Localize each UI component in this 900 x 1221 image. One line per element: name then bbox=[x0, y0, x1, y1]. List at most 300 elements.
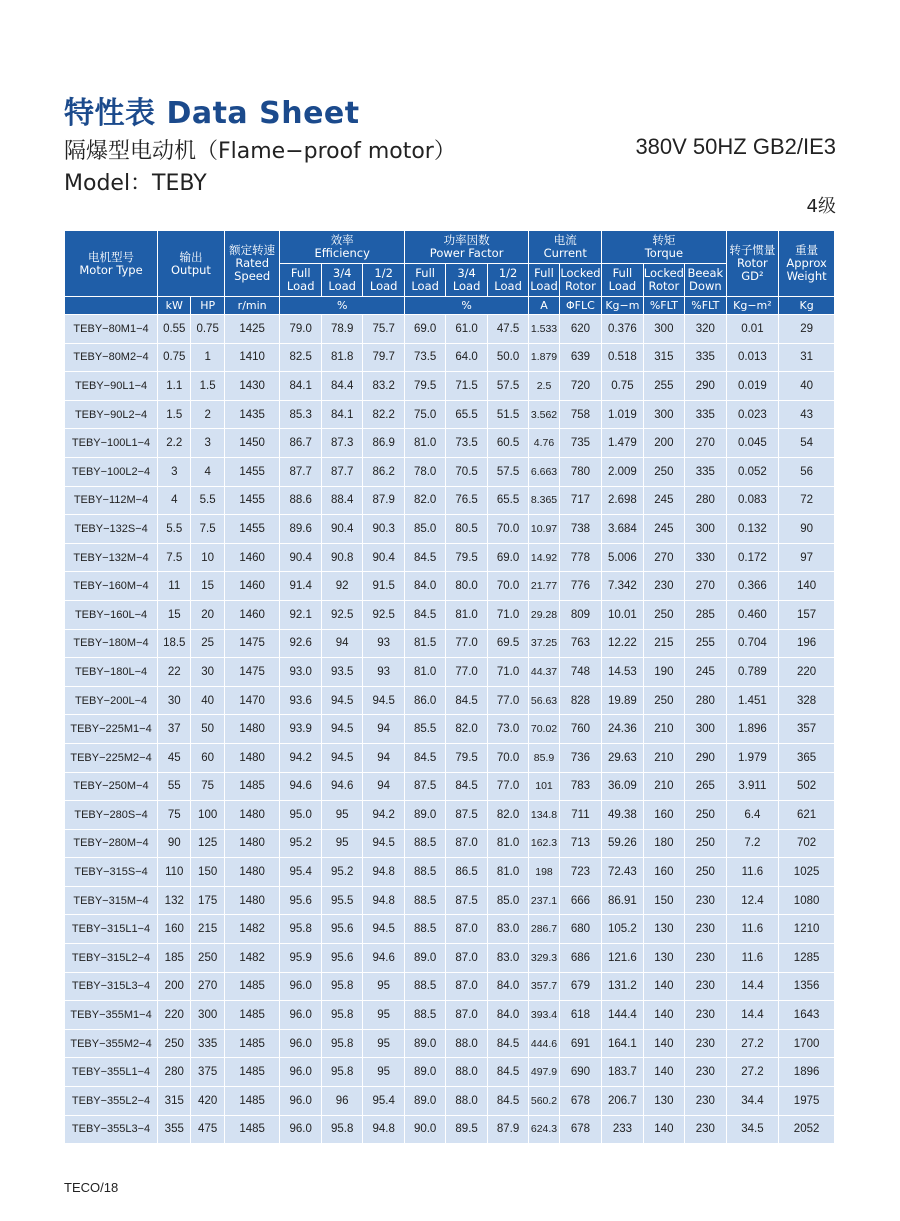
table-cell: 95.8 bbox=[321, 1058, 362, 1087]
table-cell: 81.0 bbox=[487, 829, 528, 858]
motor-type-cell: TEBY−280M−4 bbox=[65, 829, 158, 858]
table-row bbox=[65, 686, 835, 715]
table-cell: 89.0 bbox=[404, 1029, 445, 1058]
table-cell: 1.019 bbox=[602, 400, 643, 429]
table-cell: 81.8 bbox=[321, 343, 362, 372]
table-cell: 93 bbox=[363, 658, 404, 687]
table-cell: 86.5 bbox=[446, 858, 487, 887]
table-cell: 87.0 bbox=[446, 915, 487, 944]
table-cell: 2.5 bbox=[529, 372, 559, 401]
table-cell: 14.53 bbox=[602, 658, 643, 687]
table-cell: 24.36 bbox=[602, 715, 643, 744]
table-cell: 320 bbox=[685, 315, 726, 344]
table-cell: 2 bbox=[191, 400, 224, 429]
table-cell: 84.5 bbox=[404, 543, 445, 572]
table-cell: 4.76 bbox=[529, 429, 559, 458]
table-cell: 300 bbox=[685, 715, 726, 744]
table-cell: 55 bbox=[158, 772, 191, 801]
header-torque-break-down: Beeak Down bbox=[685, 264, 726, 297]
table-cell: 0.01 bbox=[726, 315, 779, 344]
table-row bbox=[65, 515, 835, 544]
table-cell: 502 bbox=[779, 772, 835, 801]
table-cell: 95 bbox=[363, 1058, 404, 1087]
table-cell: 3 bbox=[158, 457, 191, 486]
table-cell: 220 bbox=[158, 1001, 191, 1030]
table-cell: 690 bbox=[559, 1058, 602, 1087]
table-cell: 230 bbox=[685, 972, 726, 1001]
table-cell: 2.2 bbox=[158, 429, 191, 458]
table-cell: 760 bbox=[559, 715, 602, 744]
table-row bbox=[65, 858, 835, 887]
table-cell: 88.0 bbox=[446, 1087, 487, 1116]
table-cell: 10 bbox=[191, 543, 224, 572]
table-row bbox=[65, 372, 835, 401]
table-cell: 639 bbox=[559, 343, 602, 372]
table-cell: 357.7 bbox=[529, 972, 559, 1001]
header-eff-1-2-load: 1/2 Load bbox=[363, 264, 404, 297]
table-cell: 190 bbox=[643, 658, 684, 687]
table-cell: 84.0 bbox=[404, 572, 445, 601]
motor-type-cell: TEBY−355L3−4 bbox=[65, 1115, 158, 1144]
header-current-full-load: Full Load bbox=[529, 264, 559, 297]
table-cell: 300 bbox=[685, 515, 726, 544]
motor-type-cell: TEBY−80M1−4 bbox=[65, 315, 158, 344]
motor-type-cell: TEBY−225M2−4 bbox=[65, 743, 158, 772]
table-cell: 57.5 bbox=[487, 457, 528, 486]
table-cell: 65.5 bbox=[487, 486, 528, 515]
table-cell: 1 bbox=[191, 343, 224, 372]
table-cell: 93.6 bbox=[280, 686, 321, 715]
table-cell: 84.0 bbox=[487, 972, 528, 1001]
table-row bbox=[65, 1087, 835, 1116]
table-cell: 5.006 bbox=[602, 543, 643, 572]
table-cell: 94.2 bbox=[280, 743, 321, 772]
table-cell: 335 bbox=[685, 343, 726, 372]
table-cell: 95 bbox=[321, 829, 362, 858]
table-cell: 88.0 bbox=[446, 1058, 487, 1087]
table-cell: 140 bbox=[779, 572, 835, 601]
table-cell: 686 bbox=[559, 944, 602, 973]
table-cell: 5.5 bbox=[191, 486, 224, 515]
unit-flt-break: %FLT bbox=[685, 297, 726, 315]
table-cell: 105.2 bbox=[602, 915, 643, 944]
table-cell: 4 bbox=[191, 457, 224, 486]
table-cell: 245 bbox=[643, 515, 684, 544]
table-cell: 70.0 bbox=[487, 515, 528, 544]
header-current: 电流 Current bbox=[529, 231, 602, 264]
table-cell: 280 bbox=[685, 486, 726, 515]
table-cell: 69.5 bbox=[487, 629, 528, 658]
table-cell: 131.2 bbox=[602, 972, 643, 1001]
table-cell: 1470 bbox=[224, 686, 280, 715]
table-cell: 758 bbox=[559, 400, 602, 429]
table-cell: 290 bbox=[685, 372, 726, 401]
table-cell: 96.0 bbox=[280, 1001, 321, 1030]
table-cell: 88.4 bbox=[321, 486, 362, 515]
table-cell: 0.083 bbox=[726, 486, 779, 515]
table-cell: 1485 bbox=[224, 1001, 280, 1030]
table-cell: 45 bbox=[158, 743, 191, 772]
table-cell: 828 bbox=[559, 686, 602, 715]
table-cell: 1.479 bbox=[602, 429, 643, 458]
table-cell: 1480 bbox=[224, 858, 280, 887]
table-cell: 30 bbox=[191, 658, 224, 687]
table-cell: 96.0 bbox=[280, 1029, 321, 1058]
table-cell: 90 bbox=[779, 515, 835, 544]
table-cell: 78.0 bbox=[404, 457, 445, 486]
table-cell: 89.0 bbox=[404, 801, 445, 830]
unit-speed: r/min bbox=[224, 297, 280, 315]
table-cell: 210 bbox=[643, 743, 684, 772]
table-cell: 84.5 bbox=[404, 600, 445, 629]
table-cell: 335 bbox=[685, 400, 726, 429]
table-cell: 1460 bbox=[224, 600, 280, 629]
table-cell: 10.97 bbox=[529, 515, 559, 544]
table-cell: 335 bbox=[685, 457, 726, 486]
table-cell: 3.562 bbox=[529, 400, 559, 429]
table-cell: 12.22 bbox=[602, 629, 643, 658]
header-eff-3-4-load: 3/4 Load bbox=[321, 264, 362, 297]
table-cell: 1455 bbox=[224, 486, 280, 515]
table-cell: 1485 bbox=[224, 1058, 280, 1087]
table-cell: 0.019 bbox=[726, 372, 779, 401]
table-cell: 1.896 bbox=[726, 715, 779, 744]
table-cell: 89.5 bbox=[446, 1115, 487, 1144]
table-cell: 717 bbox=[559, 486, 602, 515]
table-cell: 666 bbox=[559, 886, 602, 915]
table-cell: 83.0 bbox=[487, 915, 528, 944]
table-cell: 75.0 bbox=[404, 400, 445, 429]
table-cell: 14.4 bbox=[726, 972, 779, 1001]
page-footer: TECO/18 bbox=[64, 1180, 119, 1195]
table-cell: 1435 bbox=[224, 400, 280, 429]
table-cell: 94.8 bbox=[363, 886, 404, 915]
table-row bbox=[65, 1115, 835, 1144]
table-cell: 82.5 bbox=[280, 343, 321, 372]
table-cell: 84.5 bbox=[487, 1087, 528, 1116]
table-cell: 200 bbox=[643, 429, 684, 458]
table-cell: 130 bbox=[643, 944, 684, 973]
table-cell: 3.911 bbox=[726, 772, 779, 801]
table-cell: 86.91 bbox=[602, 886, 643, 915]
table-cell: 77.0 bbox=[487, 772, 528, 801]
motor-subtitle: 隔爆型电动机（Flame−proof motor） bbox=[64, 139, 456, 164]
table-cell: 621 bbox=[779, 801, 835, 830]
table-cell: 14.4 bbox=[726, 1001, 779, 1030]
table-cell: 1.451 bbox=[726, 686, 779, 715]
table-cell: 11.6 bbox=[726, 944, 779, 973]
table-cell: 86.7 bbox=[280, 429, 321, 458]
table-row bbox=[65, 572, 835, 601]
table-cell: 94 bbox=[363, 743, 404, 772]
table-cell: 0.75 bbox=[191, 315, 224, 344]
motor-type-cell: TEBY−160M−4 bbox=[65, 572, 158, 601]
motor-type-cell: TEBY−200L−4 bbox=[65, 686, 158, 715]
table-cell: 82.0 bbox=[404, 486, 445, 515]
table-cell: 0.75 bbox=[158, 343, 191, 372]
table-cell: 94.5 bbox=[321, 715, 362, 744]
table-cell: 150 bbox=[191, 858, 224, 887]
table-cell: 96.0 bbox=[280, 1058, 321, 1087]
table-cell: 230 bbox=[685, 1058, 726, 1087]
unit-kg: Kg bbox=[779, 297, 835, 315]
table-cell: 1643 bbox=[779, 1001, 835, 1030]
table-cell: 95.6 bbox=[280, 886, 321, 915]
table-cell: 54 bbox=[779, 429, 835, 458]
table-cell: 783 bbox=[559, 772, 602, 801]
table-cell: 280 bbox=[685, 686, 726, 715]
table-cell: 1485 bbox=[224, 972, 280, 1001]
table-cell: 230 bbox=[685, 1001, 726, 1030]
table-cell: 82.0 bbox=[446, 715, 487, 744]
table-cell: 86.9 bbox=[363, 429, 404, 458]
table-cell: 210 bbox=[643, 715, 684, 744]
table-cell: 1.879 bbox=[529, 343, 559, 372]
table-cell: 79.5 bbox=[404, 372, 445, 401]
table-cell: 95.8 bbox=[280, 915, 321, 944]
table-cell: 1.5 bbox=[191, 372, 224, 401]
table-cell: 15 bbox=[158, 600, 191, 629]
table-cell: 245 bbox=[685, 658, 726, 687]
table-cell: 329.3 bbox=[529, 944, 559, 973]
table-cell: 150 bbox=[643, 886, 684, 915]
table-cell: 723 bbox=[559, 858, 602, 887]
table-cell: 95 bbox=[363, 972, 404, 1001]
table-cell: 245 bbox=[643, 486, 684, 515]
header-current-locked-rotor: Locked Rotor bbox=[559, 264, 602, 297]
table-cell: 84.4 bbox=[321, 372, 362, 401]
table-cell: 87.5 bbox=[446, 801, 487, 830]
table-cell: 4 bbox=[158, 486, 191, 515]
table-cell: 93.9 bbox=[280, 715, 321, 744]
table-cell: 130 bbox=[643, 915, 684, 944]
table-cell: 90.4 bbox=[321, 515, 362, 544]
table-cell: 101 bbox=[529, 772, 559, 801]
table-cell: 0.376 bbox=[602, 315, 643, 344]
table-cell: 2052 bbox=[779, 1115, 835, 1144]
table-cell: 140 bbox=[643, 972, 684, 1001]
table-cell: 90.0 bbox=[404, 1115, 445, 1144]
table-cell: 250 bbox=[158, 1029, 191, 1058]
table-cell: 44.37 bbox=[529, 658, 559, 687]
table-cell: 94.5 bbox=[363, 915, 404, 944]
unit-gd: Kg−m² bbox=[726, 297, 779, 315]
motor-type-cell: TEBY−315S−4 bbox=[65, 858, 158, 887]
table-cell: 809 bbox=[559, 600, 602, 629]
table-cell: 90.4 bbox=[280, 543, 321, 572]
table-cell: 270 bbox=[643, 543, 684, 572]
table-cell: 92.6 bbox=[280, 629, 321, 658]
table-cell: 94.5 bbox=[321, 743, 362, 772]
table-cell: 0.789 bbox=[726, 658, 779, 687]
table-cell: 89.6 bbox=[280, 515, 321, 544]
header-rotor-gd: 转子惯量 Rotor GD² bbox=[726, 231, 779, 297]
table-cell: 75 bbox=[158, 801, 191, 830]
table-cell: 88.5 bbox=[404, 1001, 445, 1030]
table-cell: 134.8 bbox=[529, 801, 559, 830]
table-cell: 328 bbox=[779, 686, 835, 715]
table-cell: 1480 bbox=[224, 743, 280, 772]
table-cell: 1.533 bbox=[529, 315, 559, 344]
table-cell: 95 bbox=[321, 801, 362, 830]
table-cell: 157 bbox=[779, 600, 835, 629]
table-cell: 96 bbox=[321, 1087, 362, 1116]
table-cell: 95.8 bbox=[321, 1029, 362, 1058]
table-cell: 1485 bbox=[224, 1087, 280, 1116]
table-cell: 160 bbox=[643, 858, 684, 887]
table-cell: 73.5 bbox=[446, 429, 487, 458]
table-cell: 0.052 bbox=[726, 457, 779, 486]
motor-type-cell: TEBY−355L2−4 bbox=[65, 1087, 158, 1116]
table-cell: 1025 bbox=[779, 858, 835, 887]
table-cell: 1475 bbox=[224, 629, 280, 658]
table-cell: 93.5 bbox=[321, 658, 362, 687]
spec-label: 380V 50HZ GB2/IE3 bbox=[635, 134, 836, 159]
table-cell: 1485 bbox=[224, 772, 280, 801]
table-cell: 0.518 bbox=[602, 343, 643, 372]
table-cell: 11.6 bbox=[726, 915, 779, 944]
table-cell: 70.02 bbox=[529, 715, 559, 744]
motor-type-cell: TEBY−355M2−4 bbox=[65, 1029, 158, 1058]
table-cell: 94.8 bbox=[363, 1115, 404, 1144]
table-cell: 144.4 bbox=[602, 1001, 643, 1030]
table-cell: 81.0 bbox=[404, 429, 445, 458]
table-cell: 29.63 bbox=[602, 743, 643, 772]
table-cell: 2.698 bbox=[602, 486, 643, 515]
table-cell: 49.38 bbox=[602, 801, 643, 830]
table-cell: 77.0 bbox=[446, 629, 487, 658]
table-row bbox=[65, 715, 835, 744]
table-cell: 7.2 bbox=[726, 829, 779, 858]
table-cell: 1285 bbox=[779, 944, 835, 973]
table-cell: 1356 bbox=[779, 972, 835, 1001]
table-cell: 86.0 bbox=[404, 686, 445, 715]
table-cell: 0.172 bbox=[726, 543, 779, 572]
table-cell: 6.663 bbox=[529, 457, 559, 486]
table-cell: 702 bbox=[779, 829, 835, 858]
table-cell: 88.6 bbox=[280, 486, 321, 515]
table-cell: 57.5 bbox=[487, 372, 528, 401]
table-cell: 94.6 bbox=[363, 944, 404, 973]
table-cell: 125 bbox=[191, 829, 224, 858]
table-cell: 34.5 bbox=[726, 1115, 779, 1144]
table-cell: 86.2 bbox=[363, 457, 404, 486]
table-cell: 196 bbox=[779, 629, 835, 658]
table-cell: 84.5 bbox=[487, 1058, 528, 1087]
table-cell: 21.77 bbox=[529, 572, 559, 601]
table-cell: 87.0 bbox=[446, 829, 487, 858]
table-row bbox=[65, 486, 835, 515]
table-cell: 230 bbox=[685, 944, 726, 973]
table-cell: 87.5 bbox=[446, 886, 487, 915]
table-cell: 300 bbox=[643, 400, 684, 429]
table-row bbox=[65, 944, 835, 973]
table-cell: 365 bbox=[779, 743, 835, 772]
table-cell: 73.0 bbox=[487, 715, 528, 744]
table-cell: 87.7 bbox=[280, 457, 321, 486]
table-cell: 315 bbox=[643, 343, 684, 372]
table-cell: 1210 bbox=[779, 915, 835, 944]
table-cell: 90.3 bbox=[363, 515, 404, 544]
table-cell: 95.6 bbox=[321, 915, 362, 944]
table-cell: 84.0 bbox=[487, 1001, 528, 1030]
table-cell: 7.342 bbox=[602, 572, 643, 601]
table-cell: 250 bbox=[643, 457, 684, 486]
table-row bbox=[65, 658, 835, 687]
table-cell: 678 bbox=[559, 1115, 602, 1144]
table-cell: 90.8 bbox=[321, 543, 362, 572]
table-cell: 95.5 bbox=[321, 886, 362, 915]
table-cell: 72.43 bbox=[602, 858, 643, 887]
table-cell: 335 bbox=[191, 1029, 224, 1058]
page-title: 特性表 Data Sheet bbox=[64, 96, 360, 131]
table-cell: 300 bbox=[191, 1001, 224, 1030]
table-row bbox=[65, 429, 835, 458]
table-cell: 250 bbox=[685, 858, 726, 887]
table-cell: 475 bbox=[191, 1115, 224, 1144]
table-cell: 79.7 bbox=[363, 343, 404, 372]
table-cell: 75 bbox=[191, 772, 224, 801]
table-cell: 315 bbox=[158, 1087, 191, 1116]
table-cell: 47.5 bbox=[487, 315, 528, 344]
table-cell: 89.0 bbox=[404, 1087, 445, 1116]
table-cell: 1455 bbox=[224, 457, 280, 486]
table-cell: 95.4 bbox=[363, 1087, 404, 1116]
table-cell: 160 bbox=[643, 801, 684, 830]
table-row bbox=[65, 315, 835, 344]
table-cell: 280 bbox=[158, 1058, 191, 1087]
header-output: 输出 Output bbox=[158, 231, 225, 297]
table-cell: 748 bbox=[559, 658, 602, 687]
table-cell: 71.5 bbox=[446, 372, 487, 401]
table-cell: 81.0 bbox=[487, 858, 528, 887]
table-cell: 71.0 bbox=[487, 600, 528, 629]
table-cell: 80.0 bbox=[446, 572, 487, 601]
table-cell: 1480 bbox=[224, 829, 280, 858]
table-cell: 73.5 bbox=[404, 343, 445, 372]
table-cell: 88.5 bbox=[404, 972, 445, 1001]
table-row bbox=[65, 1058, 835, 1087]
table-cell: 50.0 bbox=[487, 343, 528, 372]
table-cell: 1430 bbox=[224, 372, 280, 401]
table-cell: 82.0 bbox=[487, 801, 528, 830]
table-cell: 81.5 bbox=[404, 629, 445, 658]
table-cell: 15 bbox=[191, 572, 224, 601]
table-cell: 95.9 bbox=[280, 944, 321, 973]
table-cell: 620 bbox=[559, 315, 602, 344]
table-cell: 92.5 bbox=[321, 600, 362, 629]
unit-amps: A bbox=[529, 297, 559, 315]
table-cell: 14.92 bbox=[529, 543, 559, 572]
table-cell: 230 bbox=[685, 886, 726, 915]
unit-efficiency: % bbox=[280, 297, 404, 315]
table-cell: 1.979 bbox=[726, 743, 779, 772]
table-cell: 286.7 bbox=[529, 915, 559, 944]
table-cell: 81.0 bbox=[404, 658, 445, 687]
table-cell: 233 bbox=[602, 1115, 643, 1144]
table-cell: 230 bbox=[685, 915, 726, 944]
table-cell: 250 bbox=[191, 944, 224, 973]
table-cell: 77.0 bbox=[487, 686, 528, 715]
table-cell: 91.4 bbox=[280, 572, 321, 601]
table-cell: 0.55 bbox=[158, 315, 191, 344]
table-cell: 92.5 bbox=[363, 600, 404, 629]
table-cell: 1480 bbox=[224, 801, 280, 830]
table-cell: 94.6 bbox=[321, 772, 362, 801]
table-cell: 40 bbox=[191, 686, 224, 715]
unit-kgm: Kg−m bbox=[602, 297, 643, 315]
table-cell: 82.2 bbox=[363, 400, 404, 429]
